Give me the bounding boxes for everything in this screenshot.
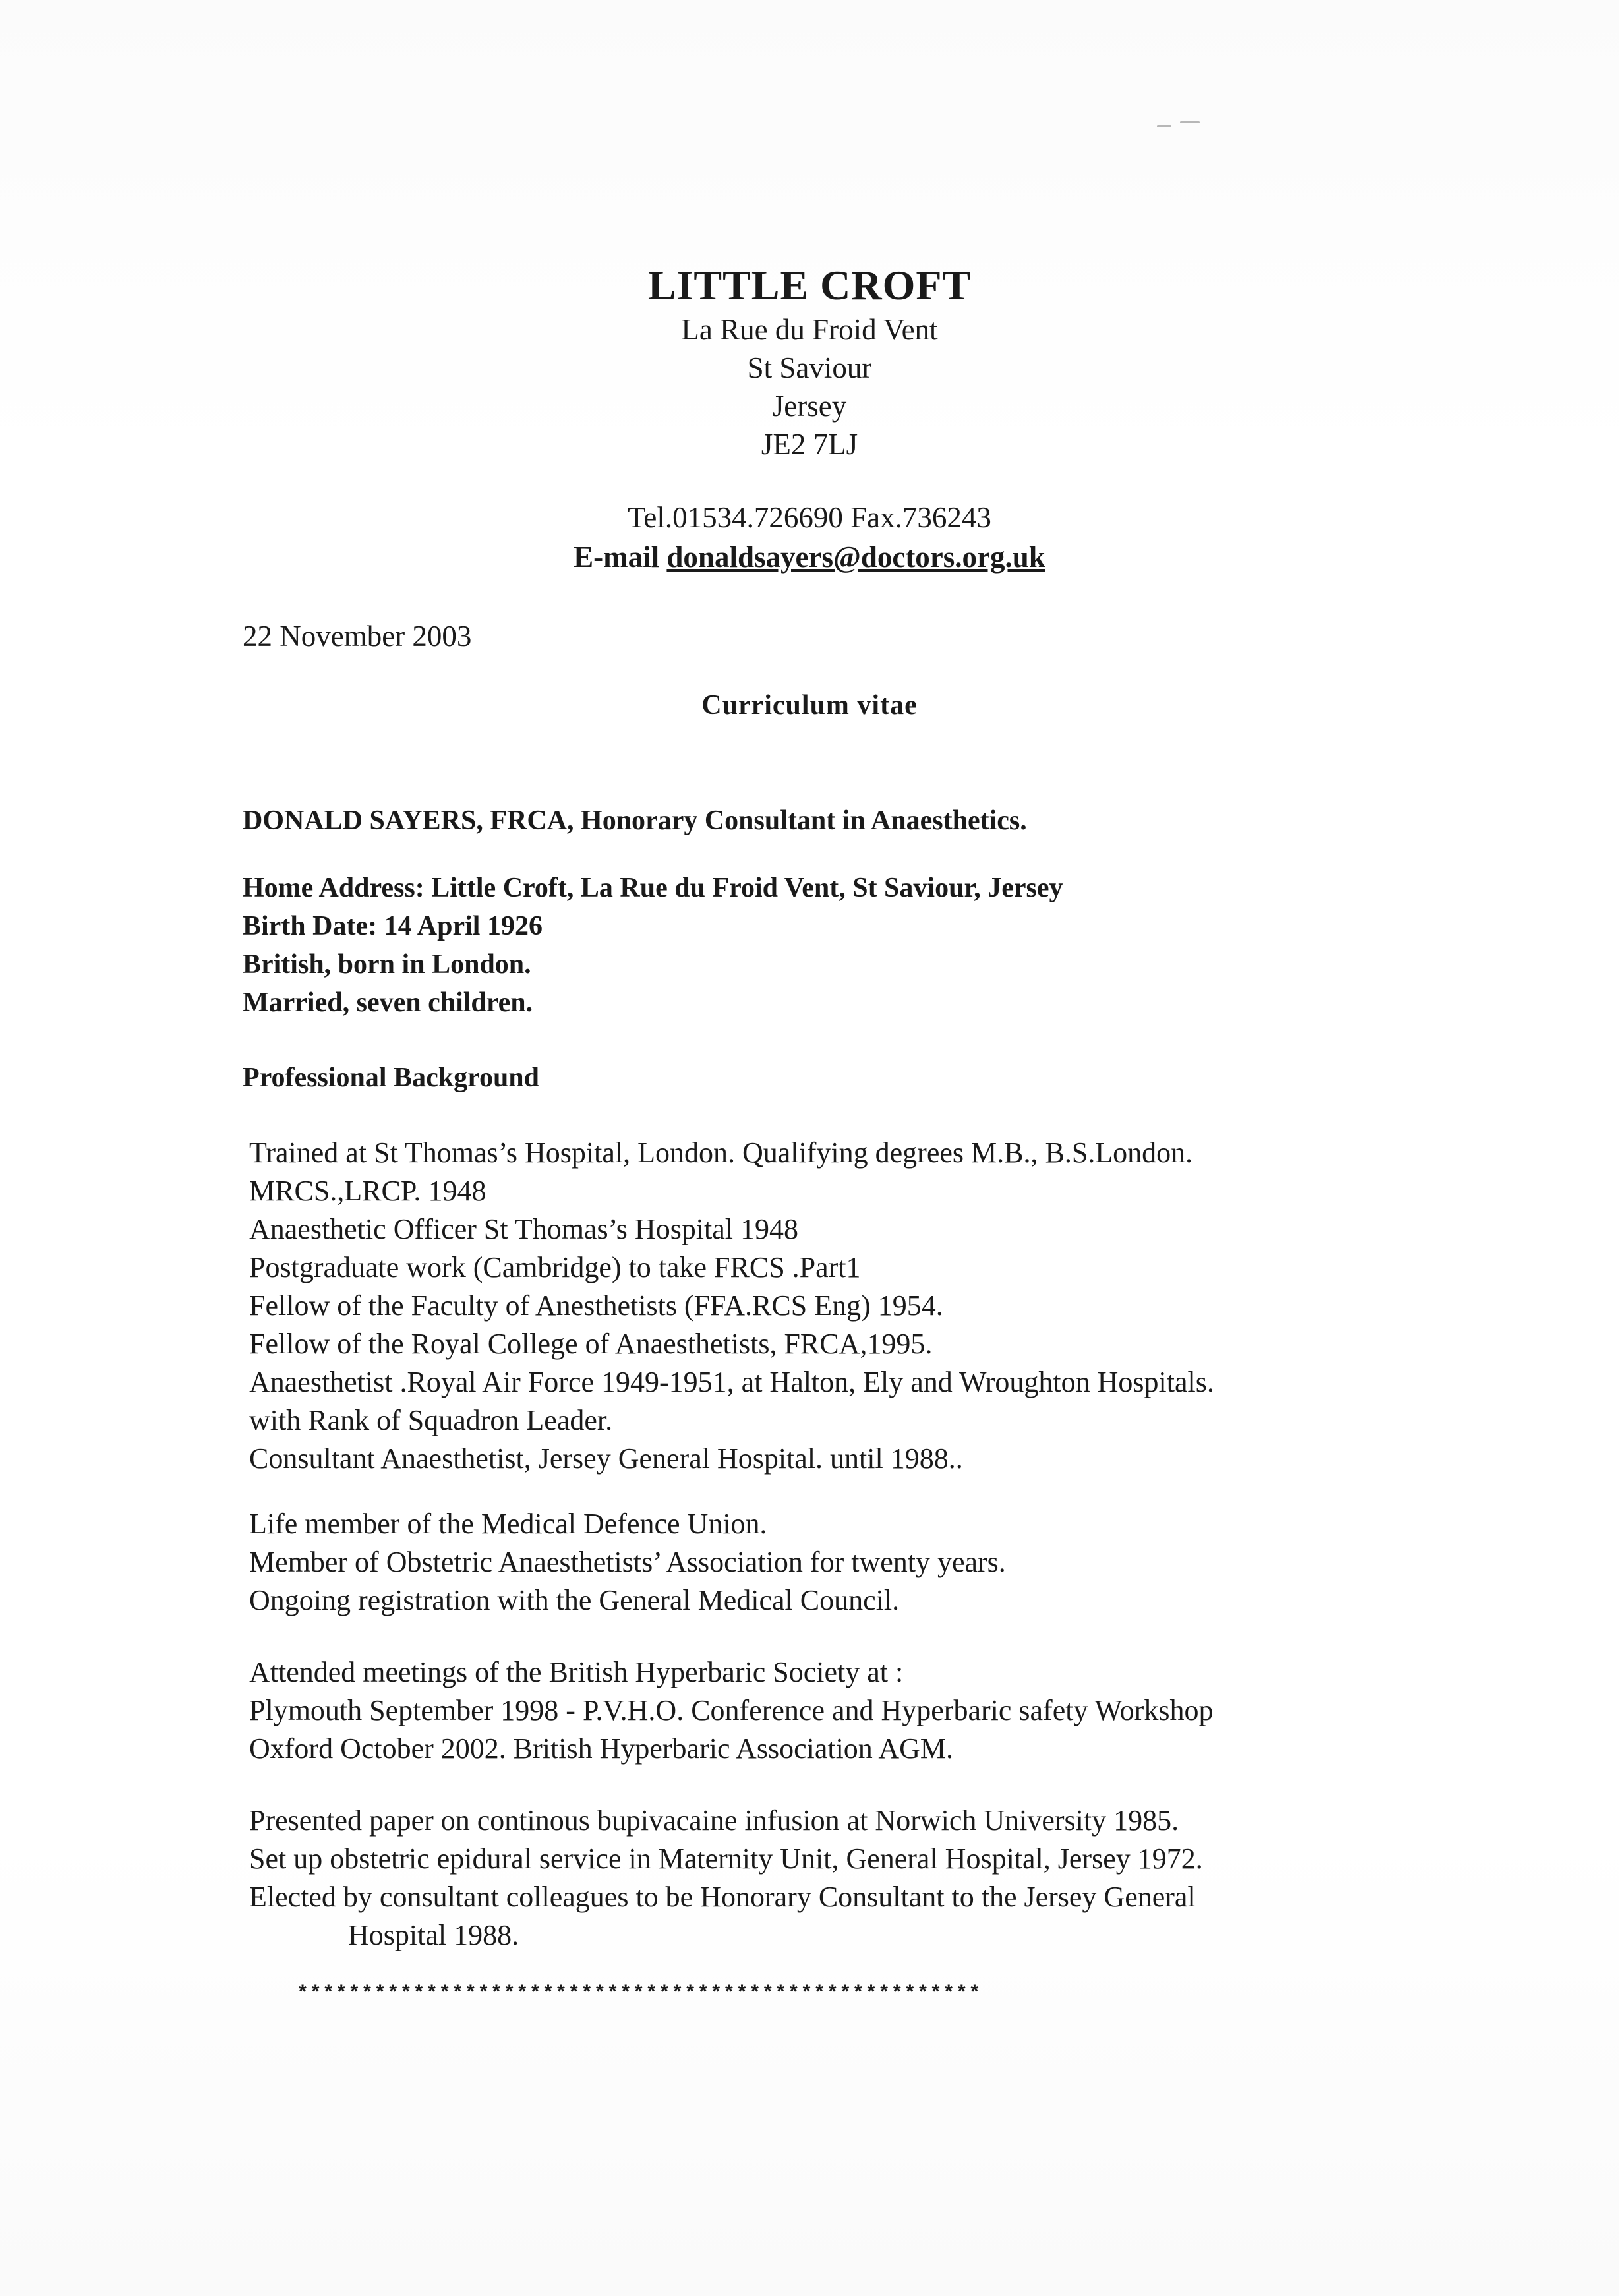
meeting-item: Plymouth September 1998 - P.V.H.O. Conference and Hyperbaric safety Workshop	[249, 1694, 1214, 1726]
career-item: with Rank of Squadron Leader.	[249, 1404, 613, 1436]
career-item: Consultant Anaesthetist, Jersey General Hospital. until 1988..	[249, 1442, 963, 1475]
home-address-line: Home Address: Little Croft, La Rue du Froid Vent, St Saviour, Jersey	[243, 873, 1063, 903]
achievement-item: Set up obstetric epidural service in Maternity Unit, General Hospital, Jersey 1972.	[249, 1842, 1203, 1875]
document-title: Curriculum vitae	[701, 690, 918, 721]
career-item: Fellow of the Royal College of Anaesthetists, FRCA,1995.	[249, 1328, 933, 1360]
section-heading: Professional Background	[243, 1063, 540, 1093]
letterhead	[0, 260, 1619, 463]
marital-status-line: Married, seven children.	[243, 987, 533, 1018]
email-label: E-mail	[574, 541, 660, 574]
email-link[interactable]: donaldsayers@doctors.org.uk	[666, 541, 1045, 574]
achievement-item: Elected by consultant colleagues to be Honorary Consultant to the Jersey General	[249, 1881, 1196, 1913]
birth-date-line: Birth Date: 14 April 1926	[243, 911, 543, 941]
nationality-line: British, born in London.	[243, 949, 531, 980]
document-date: 22 November 2003	[243, 620, 472, 653]
address-line: La Rue du Froid Vent	[681, 313, 938, 346]
address-line: St Saviour	[747, 351, 872, 384]
career-item: Fellow of the Faculty of Anesthetists (FFA.RCS Eng) 1954.	[249, 1289, 943, 1322]
achievement-item-continued: Hospital 1988.	[348, 1919, 519, 1951]
membership-item: Ongoing registration with the General Medical Council.	[249, 1584, 900, 1616]
meeting-item: Attended meetings of the British Hyperbaric Society at :	[249, 1656, 904, 1688]
career-item: Anaesthetist .Royal Air Force 1949-1951, at Halton, Ely and Wroughton Hospitals.	[249, 1366, 1214, 1398]
memberships-list	[249, 1505, 1006, 1620]
career-item: Trained at St Thomas’s Hospital, London. Qualifying degrees M.B., B.S.London.	[249, 1136, 1193, 1169]
achievements-list	[249, 1802, 1203, 1955]
meetings-list	[249, 1653, 1213, 1768]
achievement-item: Presented paper on continous bupivacaine infusion at Norwich University 1985.	[249, 1804, 1179, 1837]
membership-item: Life member of the Medical Defence Union.	[249, 1508, 767, 1540]
membership-item: Member of Obstetric Anaesthetists’ Association for twenty years.	[249, 1546, 1006, 1578]
email-row	[0, 537, 1619, 577]
personal-details	[243, 869, 1063, 1022]
meeting-item: Oxford October 2002. British Hyperbaric Association AGM.	[249, 1732, 954, 1765]
career-item: Anaesthetic Officer St Thomas’s Hospital 1948	[249, 1213, 799, 1245]
scan-speck	[1180, 121, 1200, 123]
career-list	[249, 1134, 1214, 1478]
contact-details	[0, 498, 1619, 577]
name-title-line: DONALD SAYERS, FRCA, Honorary Consultant in Anaesthetics.	[243, 806, 1027, 836]
career-item: MRCS.,LRCP. 1948	[249, 1175, 486, 1207]
address-line: Jersey	[772, 390, 847, 423]
scan-speck	[1157, 125, 1171, 127]
letterhead-name: LITTLE CROFT	[647, 262, 972, 309]
career-item: Postgraduate work (Cambridge) to take FRCS .Part1	[249, 1251, 861, 1283]
address-line: JE2 7LJ	[761, 428, 858, 461]
separator-line: *****************************************************	[297, 1983, 982, 2005]
phone-fax-line: Tel.01534.726690 Fax.736243	[628, 501, 991, 534]
